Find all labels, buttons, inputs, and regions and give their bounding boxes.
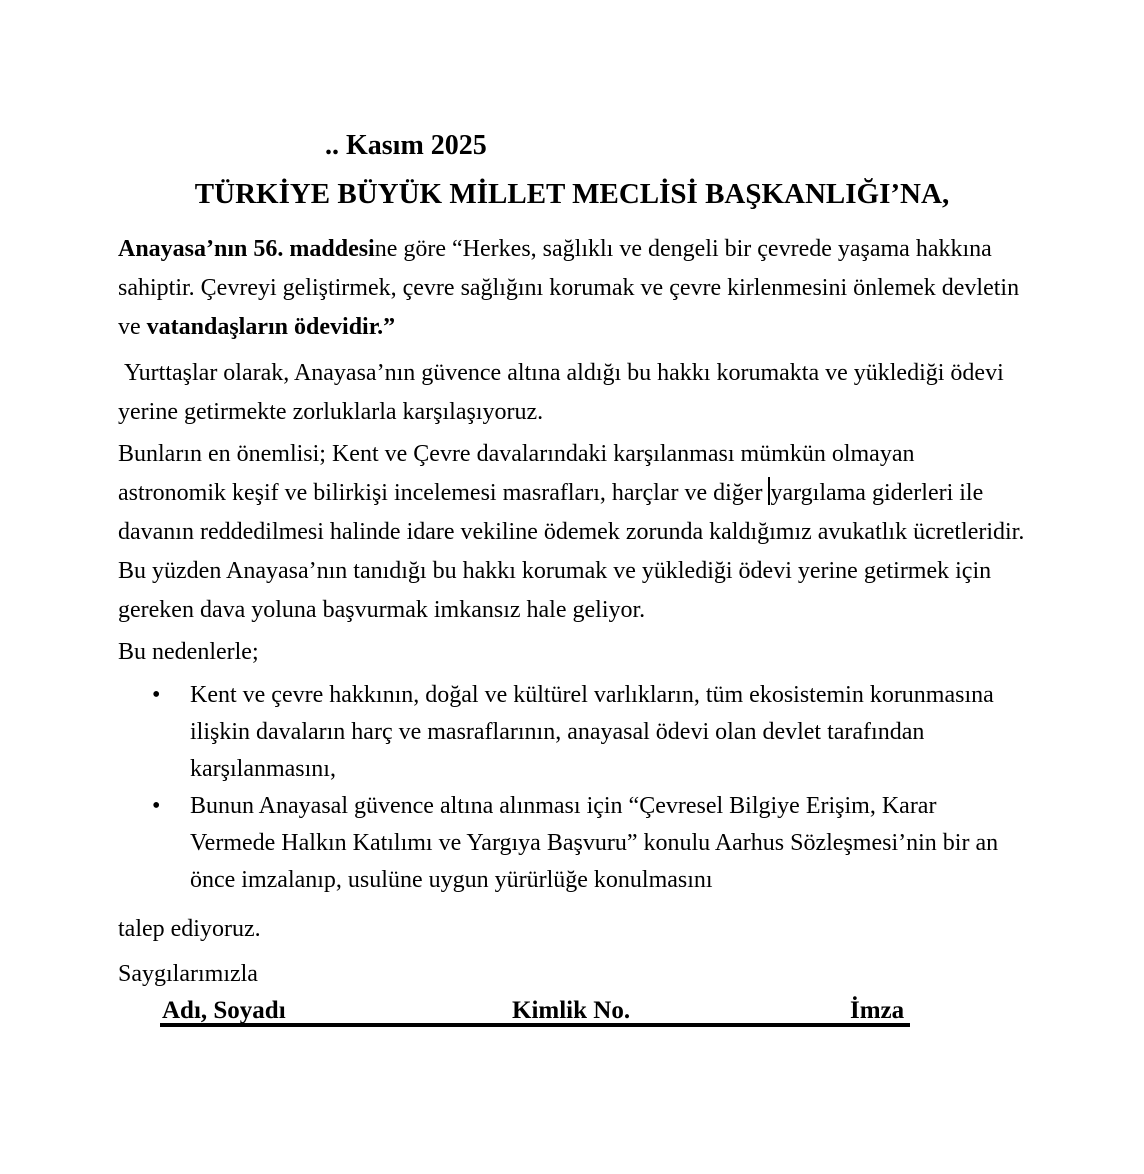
signature-col-id: Kimlik No. bbox=[512, 997, 631, 1024]
bullet-icon: • bbox=[152, 793, 161, 819]
citizen-duty-bold: vatandaşların ödevidir.” bbox=[146, 314, 396, 340]
paragraph-citizens: Yurttaşlar olarak, Anayasa’nın güvence altına aldığı bu hakkı korumakta ve yüklediği ödevi yerine getirmekte zorluklarla karşılaşıyoruz. bbox=[118, 360, 1010, 425]
date-line: .. Kasım 2025 bbox=[325, 130, 487, 161]
constitution-quote-text: ne göre “Herkes, sağlıklı ve dengeli bir çevrede yaşama hakkına sahiptir. Çevreyi geliştirmek, çevre sağlığını korumak ve çevre kirlenmesini önlemek devletin ve bbox=[118, 236, 1026, 340]
costs-text-before-cursor: Bunların en önemlisi; Kent ve Çevre davalarındaki karşılanması mümkün olmayan astronomik keşif ve bilirkişi incelemesi masrafları, harçlar ve diğer bbox=[118, 441, 921, 506]
costs-text-after-cursor: yargılama giderleri ile davanın reddedilmesi halinde idare vekiline ödemek zorunda kaldığımız avukatlık ücretleridir. Bu yüzden Anayasa’nın tanıdığı bu hakkı korumak ve yüklediği ödevi yerine getirmek için gereken dava yoluna başvurmak imkansız hale geliyor. bbox=[118, 480, 1031, 623]
demand-text-costs: Kent ve çevre hakkının, doğal ve kültürel varlıkların, tüm ekosistemin korunmasına ilişkin davaların harç ve masraflarının, anayasal ödevi olan devlet tarafından karşılanmasını, bbox=[190, 682, 1000, 782]
list-item bbox=[118, 677, 1026, 788]
paragraph-reasons-lead: Bu nedenlerle; bbox=[118, 639, 259, 665]
paragraph-costs bbox=[118, 435, 1031, 630]
list-item bbox=[118, 788, 1026, 899]
closing-request: talep ediyoruz. bbox=[118, 916, 261, 942]
document-title: TÜRKİYE BÜYÜK MİLLET MECLİSİ BAŞKANLIĞI’NA, bbox=[194, 178, 950, 210]
salutation: Saygılarımızla bbox=[118, 961, 258, 987]
demand-text-aarhus: Bunun Anayasal güvence altına alınması için “Çevresel Bilgiye Erişim, Karar Vermede Halkın Katılımı ve Yargıya Başvuru” konulu Aarhus Sözleşmesi’nin bir an önce imzalanıp, usulüne uygun yürürlüğe konulmasını bbox=[190, 793, 1005, 893]
signature-col-name: Adı, Soyadı bbox=[162, 997, 286, 1024]
signature-col-sign: İmza bbox=[850, 997, 905, 1024]
paragraph-constitution-quote bbox=[118, 230, 1026, 347]
signature-table-header bbox=[160, 999, 910, 1027]
constitution-article-bold: Anayasa’nın 56. maddesi bbox=[118, 236, 375, 262]
bullet-icon: • bbox=[152, 682, 161, 708]
demands-list bbox=[118, 677, 1026, 899]
